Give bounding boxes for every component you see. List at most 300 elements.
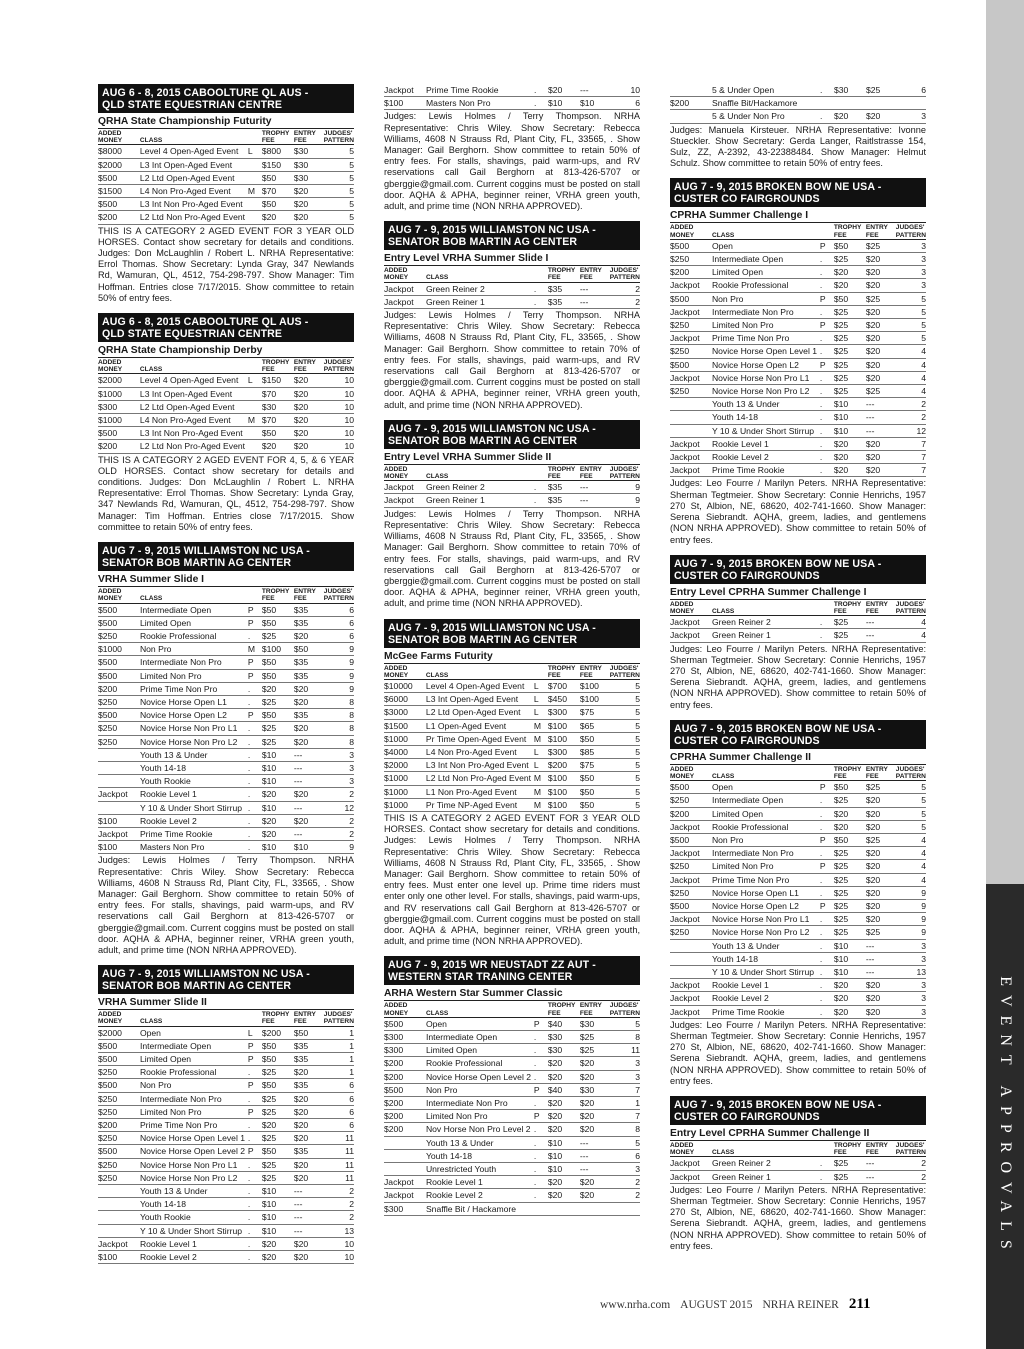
cell-class: Prime Time Non Pro (140, 682, 248, 695)
cell-pattern: 8 (324, 695, 354, 708)
cell-class: Prime Time Non Pro (712, 873, 820, 886)
header-judges: JUDGES' (895, 600, 925, 608)
cell-class: Novice Horse Open L2 (712, 358, 820, 371)
cell-trophy-fee: $25 (834, 926, 866, 939)
cell-pattern: 7 (896, 437, 926, 450)
cell-pattern: 3 (896, 253, 926, 266)
cell-added-money (98, 1185, 140, 1198)
cell-class: Masters Non Pro (140, 841, 248, 854)
event-details: Judges: Lewis Holmes / Terry Thompson. NRHA Representative: Chris Wiley. Show Secretary: Rebecca Williams, 4608 N Strauss Rd, Plant City, FL, 33565, . Show Manager: Gail Berghorn. Show committee to retain 70% of entry fees. For stalls, shavings, paid warm-ups, and RV reservations call Gail Berghorn at 813-426-5707 or gberggie@gmail.com. Current coggins must be posted on stall door. AQHA & APHA, beginner reiner, VRHA green youth, adult, and prime time (NON NRHA APPROVED). (384, 508, 640, 609)
cell-trophy-fee: $50 (262, 1039, 294, 1052)
header-class: CLASS (139, 1018, 163, 1026)
cell-trophy-fee: $50 (262, 1145, 294, 1158)
table-header-cell (896, 600, 926, 616)
header-pattern: PATTERN (323, 595, 354, 603)
table-row (98, 669, 354, 682)
cell-entry-fee: $20 (294, 1158, 324, 1171)
cell-trophy-fee: $100 (548, 798, 580, 811)
header-entry: ENTRY (865, 600, 888, 608)
table-row (670, 899, 926, 912)
event-details: Judges: Manuela Kirsteuer. NRHA Representative: Ivonne Stueckler. Show Secretary: Gerda Langer, Raitlstrasse 154, Sulz, ZZ, A-2392, 43-22388484. Show Manager: Helmut Schulz. Show committee to retain 50% of entry fees. (670, 124, 926, 169)
cell-pattern: 8 (324, 722, 354, 735)
cell-added-money: Jackpot (98, 1237, 140, 1250)
cell-trophy-fee: $25 (834, 873, 866, 886)
class-table-body (670, 239, 926, 477)
class-table-body (98, 1026, 354, 1264)
cell-rule: . (534, 1163, 548, 1176)
cell-class: L3 Int Non Pro-Aged Event (426, 759, 534, 772)
cell-rule: . (248, 682, 262, 695)
cell-entry-fee: $75 (580, 706, 610, 719)
cell-added-money: $250 (670, 886, 712, 899)
table-header-cell (140, 1010, 248, 1026)
event-header-line: AUG 7 - 9, 2015 WILLIAMSTON NC USA - (102, 968, 310, 981)
event-header-line: AUG 7 - 9, 2015 WR NEUSTADT ZZ AUT - (388, 959, 596, 972)
cell-trophy-fee: $50 (262, 1079, 294, 1092)
cell-added-money: Jackpot (670, 820, 712, 833)
table-row (98, 400, 354, 413)
cell-entry-fee: $20 (866, 332, 896, 345)
table-row (670, 860, 926, 873)
cell-trophy-fee: $50 (262, 603, 294, 616)
table-header-cell (712, 223, 820, 239)
header-trophy: TROPHY (833, 765, 862, 773)
header-fee: FEE (547, 473, 561, 481)
table-header-cell (140, 129, 248, 145)
class-group-title: Entry Level CPRHA Summer Challenge I (670, 587, 926, 600)
table-row (384, 1031, 640, 1044)
header-judges: JUDGES' (609, 664, 639, 672)
table-row (670, 913, 926, 926)
cell-trophy-fee: $200 (262, 1026, 294, 1039)
table-row (98, 1105, 354, 1118)
cell-rule: M (534, 719, 548, 732)
cell-entry-fee: --- (294, 748, 324, 761)
class-table-header (670, 600, 926, 616)
table-row (98, 1224, 354, 1237)
event-details: Judges: Lewis Holmes / Terry Thompson. NRHA Representative: Chris Wiley. Show Secretary: Rebecca Williams, 4608 N Strauss Rd, Plant City, FL, 33565, . Show Manager: Gail Berghorn. Show committee to retain 70% of entry fees. For stalls, shavings, paid warm-ups, and RV reservations call Gail Berghorn at 813-426-5707 or gberggie@gmail.com. Current coggins must be posted on stall door. AQHA & APHA, beginner reiner, VRHA green youth, adult, and prime time (NON NRHA APPROVED). (384, 310, 640, 410)
table-row (670, 279, 926, 292)
cell-class: L2 Ltd Non Pro-Aged Event (140, 211, 248, 224)
cell-rule: M (534, 785, 548, 798)
event-block (384, 84, 640, 212)
header-class: CLASS (139, 595, 163, 603)
cell-pattern: 10 (324, 427, 354, 440)
cell-class: Green Reiner 1 (426, 494, 534, 507)
cell-class: L2 Ltd Open-Aged Event (426, 706, 534, 719)
cell-added-money (98, 1224, 140, 1237)
table-row (98, 145, 354, 158)
table-header-cell (248, 1010, 262, 1026)
table-row (384, 97, 640, 110)
cell-class: Rookie Professional (712, 820, 820, 833)
header-added: ADDED (384, 267, 408, 275)
cell-trophy-fee: $20 (262, 1237, 294, 1250)
cell-added-money: Jackpot (670, 616, 712, 629)
table-row (670, 371, 926, 384)
cell-class: Intermediate Open (140, 1039, 248, 1052)
cell-trophy-fee: $30 (262, 400, 294, 413)
cell-added-money: $200 (670, 97, 712, 110)
cell-added-money: Jackpot (670, 992, 712, 1005)
cell-rule: . (820, 332, 834, 345)
cell-entry-fee: $30 (294, 158, 324, 171)
cell-trophy-fee: $70 (262, 414, 294, 427)
cell-added-money: $500 (670, 239, 712, 252)
side-tab-label (986, 884, 1024, 1349)
cell-pattern: 9 (324, 643, 354, 656)
table-row (98, 1079, 354, 1092)
cell-class: Rookie Professional (140, 629, 248, 642)
cell-pattern: 5 (610, 785, 640, 798)
table-header-cell (426, 266, 534, 282)
table-row (384, 785, 640, 798)
header-pattern: PATTERN (323, 1018, 354, 1026)
table-row (98, 1251, 354, 1264)
table-header-cell (834, 600, 866, 616)
cell-trophy-fee: $20 (834, 279, 866, 292)
cell-added-money: Jackpot (384, 84, 426, 97)
cell-entry-fee: $20 (866, 319, 896, 332)
table-header-cell (426, 465, 534, 481)
cell-added-money: $500 (670, 358, 712, 371)
cell-entry-fee: --- (294, 827, 324, 840)
cell-pattern: 5 (324, 185, 354, 198)
cell-trophy-fee: $20 (834, 992, 866, 1005)
header-trophy: TROPHY (261, 359, 290, 367)
cell-trophy-fee: $50 (834, 239, 866, 252)
class-table-header (384, 266, 640, 282)
event-header-line: AUG 7 - 9, 2015 BROKEN BOW NE USA - (674, 722, 882, 735)
cell-class: Rookie Professional (426, 1057, 534, 1070)
cell-trophy-fee: $20 (548, 1097, 580, 1110)
cell-class: Novice Horse Non Pro L2 (712, 926, 820, 939)
cell-pattern: 10 (324, 400, 354, 413)
cell-pattern: 5 (324, 211, 354, 224)
event-header-line: AUG 7 - 9, 2015 BROKEN BOW NE USA - (674, 181, 882, 194)
cell-trophy-fee: $70 (262, 387, 294, 400)
header-fee: FEE (293, 1018, 307, 1026)
class-table-header (384, 1001, 640, 1017)
header-fee: FEE (261, 595, 275, 603)
cell-class: Youth Rookie (140, 1211, 248, 1224)
table-row (384, 84, 640, 97)
cell-entry-fee (866, 97, 896, 110)
table-header-cell (670, 1141, 712, 1157)
cell-entry-fee: $35 (294, 1079, 324, 1092)
cell-rule (248, 400, 262, 413)
cell-entry-fee: $20 (866, 1005, 896, 1018)
event-header-line: AUG 7 - 9, 2015 WILLIAMSTON NC USA - (388, 224, 596, 237)
cell-pattern: 4 (896, 616, 926, 629)
cell-trophy-fee: $10 (262, 841, 294, 854)
header-trophy: TROPHY (547, 465, 576, 473)
table-header-cell (426, 664, 534, 680)
cell-pattern: 1 (324, 1026, 354, 1039)
header-trophy: TROPHY (833, 600, 862, 608)
header-fee: FEE (579, 473, 593, 481)
cell-class: L3 Int Open-Aged Event (426, 693, 534, 706)
cell-rule: P (248, 1079, 262, 1092)
cell-rule: . (820, 84, 834, 97)
cell-trophy-fee: $25 (834, 253, 866, 266)
cell-entry-fee: $20 (866, 451, 896, 464)
cell-added-money: $1000 (98, 414, 140, 427)
cell-trophy-fee: $20 (834, 110, 866, 123)
table-row (384, 1123, 640, 1136)
cell-entry-fee: $20 (866, 305, 896, 318)
cell-class: Intermediate Open (140, 603, 248, 616)
header-money: MONEY (384, 274, 409, 282)
table-row (670, 873, 926, 886)
cell-pattern: 13 (896, 965, 926, 978)
cell-added-money (670, 398, 712, 411)
table-row (670, 926, 926, 939)
table-header-row (98, 587, 354, 603)
cell-entry-fee: $20 (580, 1189, 610, 1202)
table-row (384, 772, 640, 785)
cell-trophy-fee: $20 (834, 464, 866, 477)
cell-trophy-fee: $50 (262, 1053, 294, 1066)
cell-entry-fee: $30 (294, 145, 324, 158)
header-judges: JUDGES' (895, 765, 925, 773)
cell-trophy-fee: $25 (262, 1066, 294, 1079)
cell-class: Youth 13 & Under (712, 398, 820, 411)
table-row (98, 748, 354, 761)
class-table (670, 223, 926, 477)
table-header-cell (384, 664, 426, 680)
table-header-row (384, 465, 640, 481)
cell-class: Rookie Level 1 (426, 1176, 534, 1189)
cell-rule: . (534, 1176, 548, 1189)
cell-class: Intermediate Non Pro (140, 1092, 248, 1105)
cell-added-money: $500 (670, 781, 712, 794)
cell-class: Nov Horse Non Pro Level 2 (426, 1123, 534, 1136)
cell-trophy-fee (834, 97, 866, 110)
cell-added-money: $250 (98, 1132, 140, 1145)
table-header-cell (262, 1010, 294, 1026)
event-header (98, 965, 354, 994)
cell-entry-fee: $50 (580, 798, 610, 811)
class-table-body (670, 781, 926, 1019)
header-class: CLASS (711, 772, 735, 780)
table-row (670, 847, 926, 860)
cell-entry-fee: $35 (294, 616, 324, 629)
cell-trophy-fee: $10 (834, 952, 866, 965)
event-details: Judges: Leo Fourre / Marilyn Peters. NRHA Representative: Sherman Tegtmeier. Show Secretary: Connie Henrichs, 1957 270 St, Albion, NE, 68620, 402-741-1660. Show Manager: Serena Siebrandt. AQHA, greem, ladies, and gentlemens (NON NRHA APPROVED). Show committee to retain 50% of entry fees. (670, 643, 926, 710)
cell-rule: P (534, 1083, 548, 1096)
cell-trophy-fee: $10 (834, 424, 866, 437)
table-row (98, 1092, 354, 1105)
cell-rule: . (248, 1224, 262, 1237)
cell-class: Youth 13 & Under (140, 748, 248, 761)
event-block (670, 555, 926, 711)
cell-added-money: $500 (670, 833, 712, 846)
class-table (384, 1001, 640, 1215)
cell-trophy-fee: $20 (548, 1110, 580, 1123)
class-table-body (670, 84, 926, 123)
footer-url[interactable]: www.nrha.com (600, 1299, 671, 1311)
cell-class: Unrestricted Youth (426, 1163, 534, 1176)
table-header-row (98, 129, 354, 145)
cell-pattern: 5 (610, 732, 640, 745)
header-money: MONEY (670, 231, 695, 239)
cell-pattern: 6 (610, 97, 640, 110)
header-trophy: TROPHY (547, 267, 576, 275)
table-row (384, 732, 640, 745)
table-row (98, 1039, 354, 1052)
cell-class: 5 & Under Non Pro (712, 110, 820, 123)
table-row (670, 332, 926, 345)
cell-pattern: 9 (324, 656, 354, 669)
cell-added-money: Jackpot (98, 788, 140, 801)
table-row (670, 239, 926, 252)
cell-rule: . (248, 695, 262, 708)
table-row (98, 761, 354, 774)
cell-rule: L (534, 679, 548, 692)
cell-pattern: 11 (610, 1044, 640, 1057)
event-header (670, 720, 926, 749)
header-added: ADDED (670, 765, 694, 773)
cell-added-money (384, 1163, 426, 1176)
class-table (670, 600, 926, 643)
cell-class: Prime Time Rookie (426, 84, 534, 97)
cell-rule: . (820, 110, 834, 123)
cell-pattern: 9 (324, 669, 354, 682)
table-header-cell (866, 223, 896, 239)
cell-added-money: Jackpot (670, 305, 712, 318)
cell-entry-fee: $20 (866, 358, 896, 371)
cell-added-money: $1500 (98, 185, 140, 198)
table-header-cell (294, 587, 324, 603)
cell-trophy-fee: $20 (834, 820, 866, 833)
header-trophy: TROPHY (833, 224, 862, 232)
cell-pattern: 5 (324, 158, 354, 171)
cell-trophy-fee: $25 (834, 1157, 866, 1170)
header-trophy: TROPHY (261, 588, 290, 596)
header-fee: FEE (261, 366, 275, 374)
cell-class: L1 Open-Aged Event (426, 719, 534, 732)
table-header-cell (534, 465, 548, 481)
cell-class: Snaffle Bit/Hackamore (712, 97, 820, 110)
table-header-cell (834, 223, 866, 239)
cell-pattern: 11 (324, 1132, 354, 1145)
class-table (98, 1010, 354, 1264)
header-added: ADDED (98, 588, 122, 596)
cell-added-money: $100 (98, 1251, 140, 1264)
table-row (670, 437, 926, 450)
header-fee: FEE (547, 1009, 561, 1017)
class-table (98, 358, 354, 454)
cell-trophy-fee: $25 (834, 860, 866, 873)
cell-trophy-fee: $25 (834, 345, 866, 358)
header-added: ADDED (670, 1142, 694, 1150)
cell-rule: P (820, 319, 834, 332)
cell-pattern: 11 (324, 1171, 354, 1184)
header-class: CLASS (425, 274, 449, 282)
cell-class: Rookie Level 1 (140, 1237, 248, 1250)
event-header (384, 619, 640, 648)
cell-pattern: 4 (896, 847, 926, 860)
cell-entry-fee: --- (580, 1149, 610, 1162)
cell-trophy-fee: $35 (548, 295, 580, 308)
table-row (670, 110, 926, 123)
table-header-cell (98, 587, 140, 603)
cell-added-money: $2000 (98, 1026, 140, 1039)
cell-entry-fee: $25 (580, 1031, 610, 1044)
cell-class: Pr Time Open-Aged Event (426, 732, 534, 745)
cell-class: Level 4 Open-Aged Event (140, 374, 248, 387)
cell-rule: P (820, 781, 834, 794)
cell-class: Rookie Level 2 (140, 1251, 248, 1264)
table-header-cell (820, 1141, 834, 1157)
cell-trophy-fee: $50 (262, 656, 294, 669)
header-pattern: PATTERN (323, 366, 354, 374)
cell-entry-fee: --- (580, 1136, 610, 1149)
cell-trophy-fee: $25 (262, 1105, 294, 1118)
header-judges: JUDGES' (323, 588, 353, 596)
event-header (384, 956, 640, 985)
cell-class: Limited Non Pro (140, 1105, 248, 1118)
cell-pattern: 9 (610, 481, 640, 494)
table-header-cell (896, 765, 926, 781)
class-table-header (98, 1010, 354, 1026)
table-row (98, 814, 354, 827)
class-table-body (384, 679, 640, 811)
cell-trophy-fee: $50 (262, 427, 294, 440)
cell-pattern: 7 (610, 1083, 640, 1096)
cell-pattern: 3 (896, 266, 926, 279)
header-added: ADDED (98, 130, 122, 137)
header-entry: ENTRY (865, 224, 888, 232)
table-row (384, 1110, 640, 1123)
event-details: THIS IS A CATEGORY 2 AGED EVENT FOR 3 YEAR OLD HORSES. Contact show secretary for details and conditions. Judges: Don McLaughlin / Robert L. NRHA Representative: Errol Thomas. Show Secretary: Lynda Gray, 347 Newlands Rd, Wamuran, QL, 4512, 754-298-797. Show Manager: Tim Hoffman. Entries close 7/17/2015. Show committee to retain 50% of entry fees. (98, 225, 354, 303)
cell-added-money: $2000 (98, 158, 140, 171)
table-row (384, 481, 640, 494)
cell-class: Limited Open (712, 266, 820, 279)
event-header-line: SENATOR BOB MARTIN AG CENTER (388, 236, 578, 249)
table-row (670, 886, 926, 899)
header-money: MONEY (98, 366, 123, 374)
cell-rule: P (248, 603, 262, 616)
cell-trophy-fee: $35 (548, 481, 580, 494)
cell-entry-fee: --- (866, 939, 896, 952)
table-header-cell (548, 1001, 580, 1017)
cell-pattern: 10 (324, 440, 354, 453)
event-header-line: AUG 7 - 9, 2015 WILLIAMSTON NC USA - (388, 621, 596, 634)
table-row (670, 319, 926, 332)
cell-trophy-fee: $25 (262, 695, 294, 708)
cell-class: Novice Horse Open Level 2 (140, 1145, 248, 1158)
table-header-cell (262, 587, 294, 603)
cell-class: Rookie Level 2 (712, 451, 820, 464)
cell-pattern: 6 (324, 1105, 354, 1118)
header-class: CLASS (711, 231, 735, 239)
cell-trophy-fee: $50 (834, 833, 866, 846)
table-header-cell (384, 266, 426, 282)
cell-rule: M (534, 798, 548, 811)
cell-added-money: $300 (384, 1044, 426, 1057)
cell-entry-fee: $10 (580, 97, 610, 110)
cell-entry-fee: $30 (580, 1083, 610, 1096)
cell-added-money: Jackpot (670, 979, 712, 992)
table-row (98, 1171, 354, 1184)
header-entry: ENTRY (579, 1002, 602, 1010)
cell-entry-fee: $25 (866, 833, 896, 846)
table-header-cell (712, 1141, 820, 1157)
cell-entry-fee: $20 (294, 387, 324, 400)
cell-class: Rookie Level 1 (712, 437, 820, 450)
